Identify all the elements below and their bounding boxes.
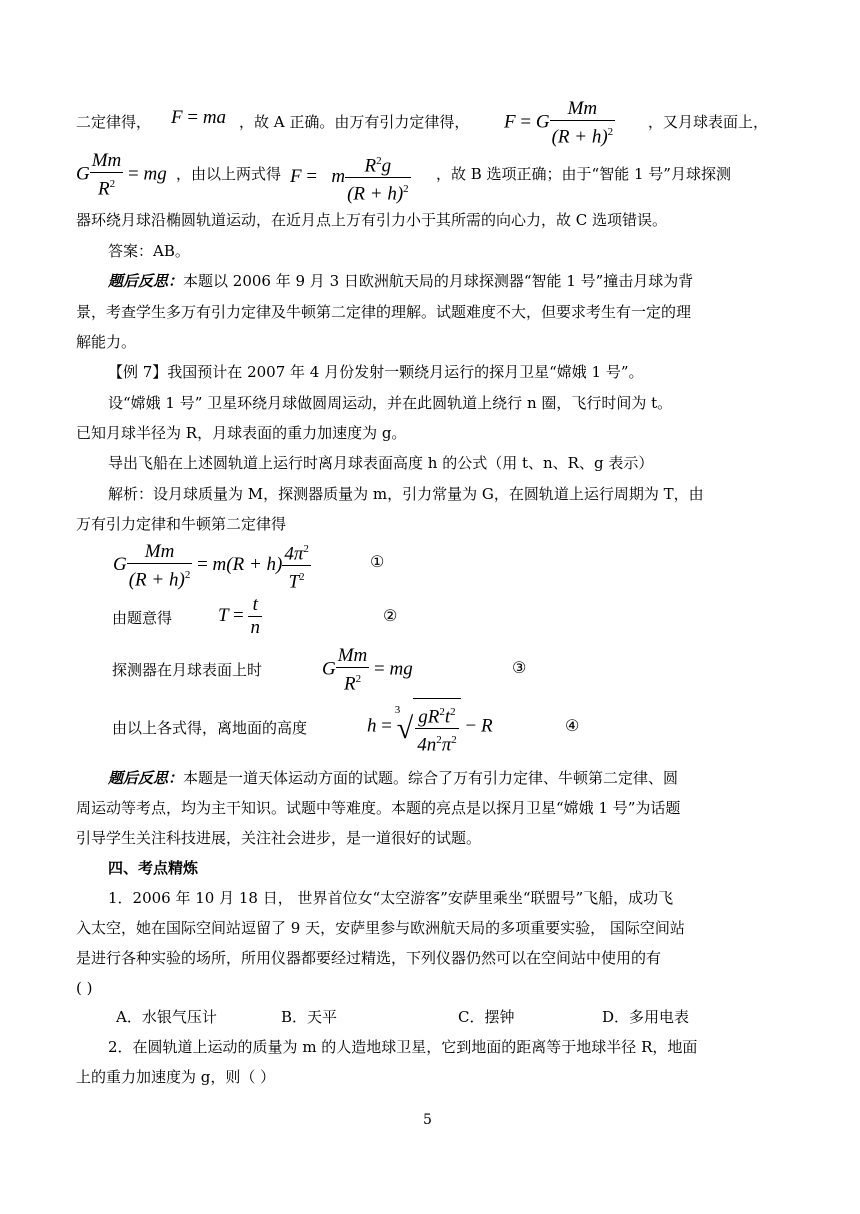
equation-4: h = 3 √ $\frac{gR^2t^2}{4n^2\pi^2}$ − R	[367, 698, 493, 757]
reflection-1-line-1: 题后反思：本题以 2006 年 9 月 3 日欧洲航天局的月球探测器“智能 1 号”撞击月球为背	[108, 272, 694, 290]
option-b: B．天平	[281, 1008, 338, 1026]
reflection-2-line-3: 引导学生关注科技进展，关注社会进步，是一道很好的试题。	[76, 829, 482, 847]
section-heading: 四、考点精炼	[108, 859, 199, 877]
solution-line-1: 解析：设月球质量为 M，探测器质量为 m，引力常量为 G，在圆轨道上运行周期为 T，由	[108, 485, 704, 503]
equation-4-marker: ④	[565, 716, 580, 735]
option-a: A．水银气压计	[116, 1008, 217, 1026]
equation-2-label: 由题意得	[112, 609, 173, 627]
example-7-question: 导出飞船在上述圆轨道上运行时离月球表面高度 h 的公式（用 t、n、R、g 表示）	[108, 454, 654, 472]
reflection-heading: 题后反思：	[108, 272, 184, 290]
option-c: C．摆钟	[458, 1008, 515, 1026]
example-7-line-2: 已知月球半径为 R，月球表面的重力加速度为 g。	[76, 424, 407, 442]
equation-2: T = $\frac{t}{n}$	[218, 594, 260, 638]
question-1-line-2: 入太空，她在国际空间站逗留了 9 天，安萨里参与欧洲航天局的多项重要实验， 国际空间站	[76, 919, 685, 937]
formula-combined: F = m $\frac{R^2g}{(R + h)^2}$	[290, 150, 411, 206]
question-2-line-2: 上的重力加速度为 g，则（ ）	[76, 1068, 276, 1086]
text-line-3: 器环绕月球沿椭圆轨道运动，在近月点上万有引力小于其所需的向心力，故 C 选项错误。	[76, 211, 668, 229]
solution-line-2: 万有引力定律和牛顿第二定律得	[76, 515, 287, 533]
example-7-title: 【例 7】我国预计在 2007 年 4 月份发射一颗绕月运行的探月卫星“嫦娥 1 号”。	[108, 363, 644, 381]
formula-f-ma: F = ma	[171, 107, 227, 128]
reflection-1-line-3: 解能力。	[76, 333, 137, 351]
equation-3-label: 探测器在月球表面上时	[112, 661, 263, 679]
formula-surface-gravity: G $\frac{Mm}{R^2}$ = mg	[76, 150, 167, 200]
question-2-line-1: 2．在圆轨道上运动的质量为 m 的人造地球卫星，它到地面的距离等于地球半径 R，地面	[108, 1038, 698, 1056]
question-1-line-3: 是进行各种实验的场所，所用仪器都要经过精选，下列仪器仍然可以在空间站中使用的有	[76, 949, 662, 967]
text-line-1: 二定律得， F = ma ，故 A 正确。由万有引力定律得， F = G $\frac{Mm}{(R + h)^2}$ ，又月球表面上，	[76, 98, 769, 148]
answer-line: 答案：AB。	[108, 242, 190, 260]
equation-4-label: 由以上各式得，离地面的高度	[112, 719, 308, 737]
equation-1-marker: ①	[370, 552, 385, 571]
formula-gravity-1: F = G $\frac{Mm}{(R + h)^2}$	[504, 98, 614, 148]
question-1-line-4: ( )	[76, 979, 93, 997]
page-number: 5	[423, 1112, 432, 1128]
equation-3: G $\frac{Mm}{R^2}$ = mg	[322, 645, 413, 695]
text-line-2: G $\frac{Mm}{R^2}$ = mg ，由以上两式得 F = m $\frac{R^2g}{(R + h)^2}$ ，故 B 选项正确；由于“智能 1 号”月球探测	[76, 150, 731, 205]
option-d: D．多用电表	[602, 1008, 690, 1026]
equation-1: G $\frac{Mm}{(R + h)^2}$ = m(R + h) $\frac{4\pi^2}{T^2}$	[113, 538, 311, 594]
equation-3-marker: ③	[512, 658, 527, 677]
reflection-2-line-2: 周运动等考点，均为主干知识。试题中等难度。本题的亮点是以探月卫星“嫦娥 1 号”为话题	[76, 799, 681, 817]
reflection-1-line-2: 景，考查学生多万有引力定律及牛顿第二定律的理解。试题难度不大，但要求考生有一定的理	[76, 303, 692, 321]
example-7-line-1: 设“嫦娥 1 号” 卫星环绕月球做圆周运动，并在此圆轨道上绕行 n 圈，飞行时间为 t。	[108, 394, 673, 412]
question-1-line-1: 1．2006 年 10 月 18 日， 世界首位女“太空游客”安萨里乘坐“联盟号”飞船，成功飞	[108, 889, 674, 907]
reflection-2-line-1: 题后反思：本题是一道天体运动方面的试题。综合了万有引力定律、牛顿第二定律、圆	[108, 769, 679, 787]
reflection-heading-2: 题后反思：	[108, 769, 184, 787]
equation-2-marker: ②	[383, 606, 398, 625]
cube-root: 3 √ $\frac{gR^2t^2}{4n^2\pi^2}$	[397, 698, 461, 757]
